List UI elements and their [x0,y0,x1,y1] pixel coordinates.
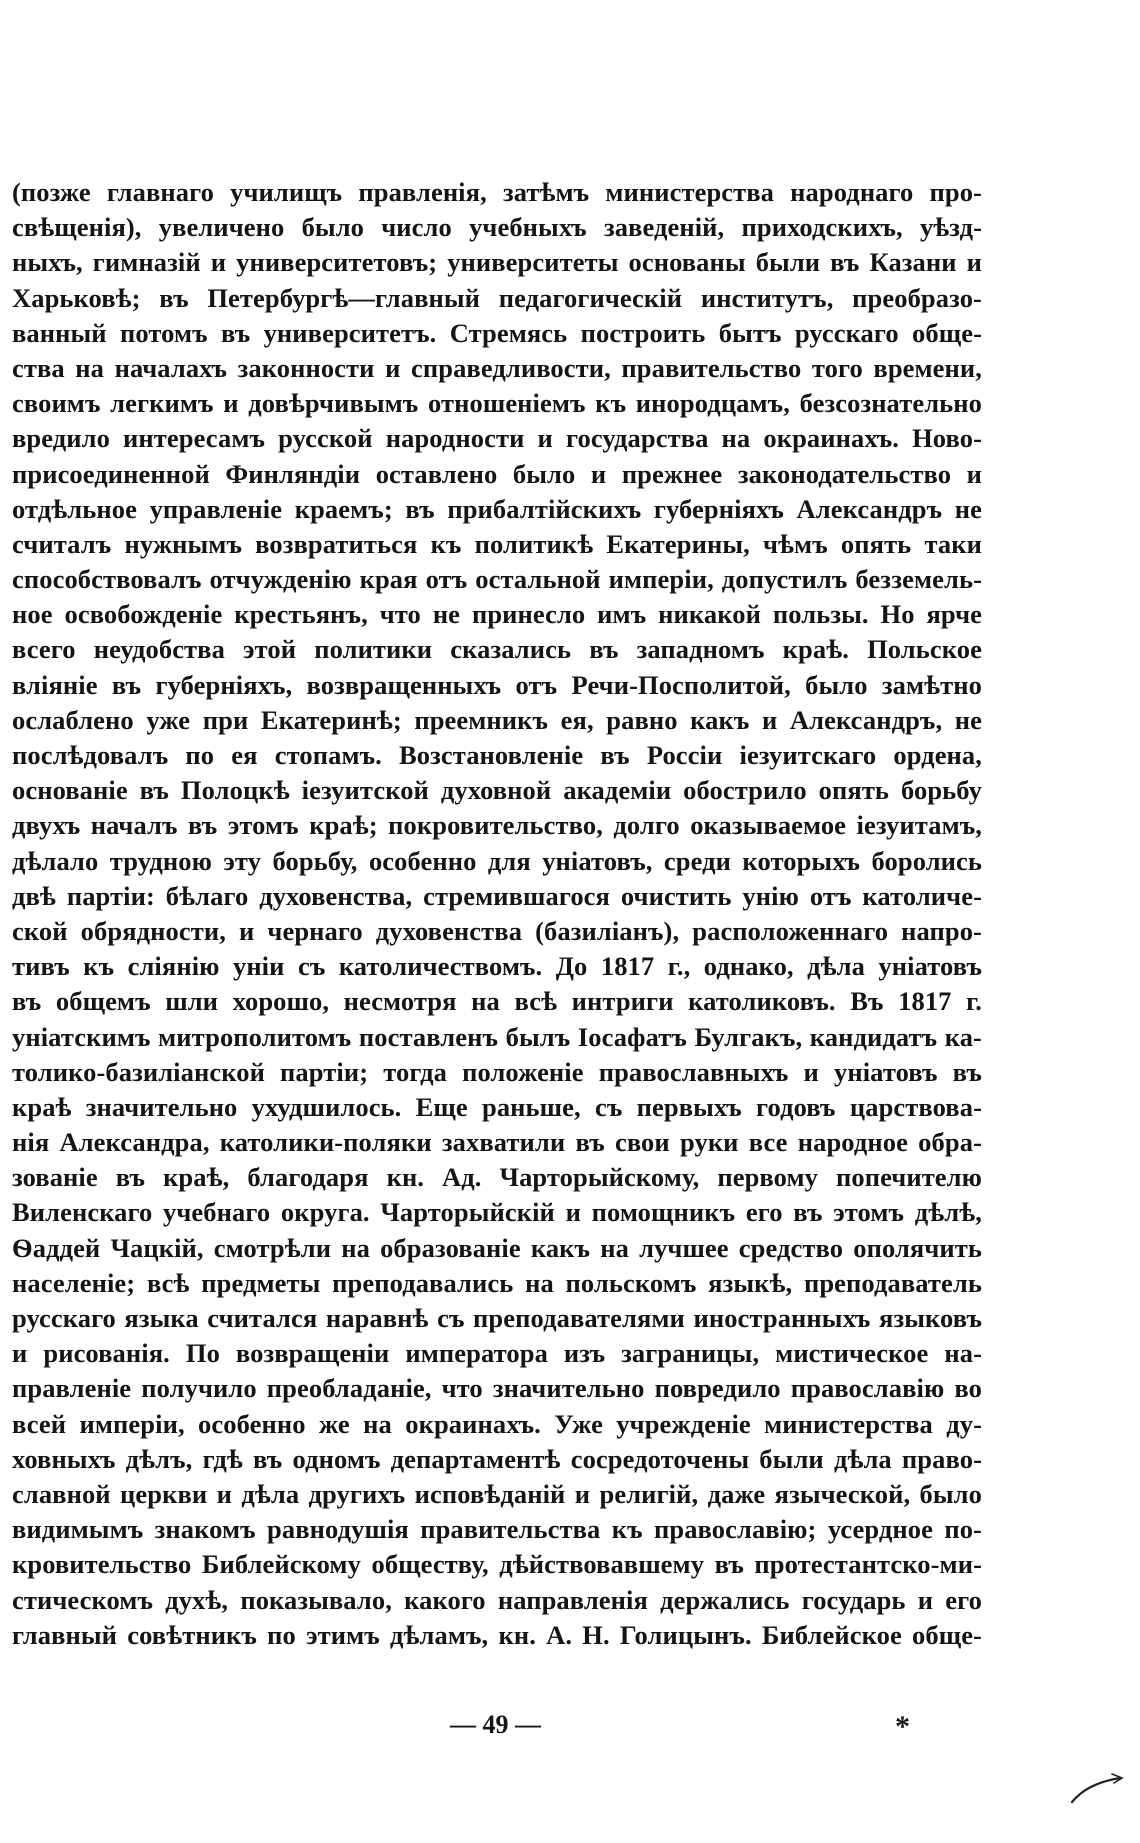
text-line: (позже главнаго училищъ правленія, затѣмъ министерства народнаго про- [12,177,982,207]
text-line: своимъ легкимъ и довѣрчивымъ отношеніемъ къ инородцамъ, безсознательно [12,388,982,419]
text-line: населеніе; всѣ предметы преподавались на польскомъ языкѣ, преподаватель [12,1267,982,1298]
text-line: толико-базиліанской партіи; тогда положеніе православныхъ и уніатовъ въ [12,1056,982,1087]
text-line: всего неудобства этой политики сказались въ западномъ краѣ. Польское [12,634,982,665]
text-line: считалъ нужнымъ возвратиться къ политикѣ Екатерины, чѣмъ опять таки [12,528,982,559]
text-line: основаніе въ Полоцкѣ іезуитской духовной академіи обострило опять борьбу [12,775,982,806]
text-line: способствовалъ отчужденію края отъ остальной имперіи, допустилъ безземель- [12,564,982,595]
text-line: стическомъ духѣ, показывало, какого направленія держались государь и его [12,1584,982,1615]
text-line: нія Александра, католики-поляки захватили въ свои руки все народное обра- [12,1127,982,1158]
signature-mark: * [895,1710,910,1743]
text-line: ное освобожденіе крестьянъ, что не принесло имъ никакой пользы. Но ярче [12,599,982,630]
text-line: двѣ партіи: бѣлаго духовенства, стремившагося очистить унію отъ католиче- [12,880,982,911]
text-line: вліяніе въ губерніяхъ, возвращенныхъ отъ Речи-Посполитой, было замѣтно [12,669,982,700]
page-number: — 49 — [450,1710,541,1739]
text-line: русскаго языка считался наравнѣ съ преподавателями иностранныхъ языковъ [12,1303,982,1333]
text-line: ховныхъ дѣлъ, гдѣ въ одномъ департаментѣ сосредоточены были дѣла право- [12,1443,982,1474]
text-line: отдѣльное управленіе краемъ; въ прибалтійскихъ губерніяхъ Александръ не [12,493,982,524]
text-line: ныхъ, гимназій и университетовъ; университеты основаны были въ Казани и [12,247,982,278]
text-line: краѣ значительно ухудшилось. Еще раньше, съ первыхъ годовъ царствова- [12,1091,982,1122]
text-line: Харьковѣ; въ Петербургѣ—главный педагогическій институтъ, преобразо- [12,282,982,313]
page-footer [0,1705,1140,1745]
text-line: уніатскимъ митрополитомъ поставленъ былъ Іосафатъ Булгакъ, кандидатъ ка- [12,1021,982,1052]
text-line: главный совѣтникъ по этимъ дѣламъ, кн. А. Н. Голицынъ. Библейское обще- [12,1619,982,1650]
text-line: Ѳаддей Чацкій, смотрѣли на образованіе какъ на лучшее средство ополячить [12,1232,982,1263]
text-line: кровительство Библейскому обществу, дѣйствовавшему въ протестантско-ми- [12,1549,982,1580]
text-line: тивъ къ сліянію уніи съ католичествомъ. До 1817 г., однако, дѣла уніатовъ [12,951,982,982]
text-line: двухъ началъ въ этомъ краѣ; покровительство, долго оказываемое іезуитамъ, [12,810,982,841]
body-text [12,175,982,1653]
text-line: Виленскаго учебнаго округа. Чарторыйскій и помощникъ его въ этомъ дѣлѣ, [12,1197,982,1228]
text-line: дѣлало трудною эту борьбу, особенно для уніатовъ, среди которыхъ боролись [12,845,982,876]
text-line: правленіе получило преобладаніе, что значительно повредило православію во [12,1373,982,1404]
text-line: ской обрядности, и чернаго духовенства (базиліанъ), расположеннаго напро- [12,915,982,946]
text-line: ства на началахъ законности и справедливости, правительство того времени, [12,352,982,383]
text-line: видимымъ знакомъ равнодушія правительства къ православію; усердное по- [12,1514,982,1545]
text-line: ослаблено уже при Екатеринѣ; преемникъ ея, равно какъ и Александръ, не [12,704,982,735]
text-line: ванный потомъ въ университетъ. Стремясь построить бытъ русскаго обще- [12,317,982,348]
pen-stroke-mark [1068,1768,1128,1808]
text-line: и рисованія. По возвращеніи императора изъ заграницы, мистическое на- [12,1338,982,1369]
text-line: свѣщенія), увеличено было число учебныхъ заведеній, приходскихъ, уѣзд- [12,212,982,243]
text-line: вредило интересамъ русской народности и государства на окраинахъ. Ново- [12,423,982,454]
text-line: въ общемъ шли хорошо, несмотря на всѣ интриги католиковъ. Въ 1817 г. [12,986,982,1017]
text-line: всей имперіи, особенно же на окраинахъ. Уже учрежденіе министерства ду- [12,1408,982,1439]
text-line: славной церкви и дѣла другихъ исповѣданій и религій, даже языческой, было [12,1478,982,1509]
text-line: послѣдовалъ по ея стопамъ. Возстановленіе въ Россіи іезуитскаго ордена, [12,740,982,770]
text-line: зованіе въ краѣ, благодаря кн. Ад. Чарторыйскому, первому попечителю [12,1162,982,1193]
text-line: присоединенной Финляндіи оставлено было и прежнее законодательство и [12,458,982,489]
